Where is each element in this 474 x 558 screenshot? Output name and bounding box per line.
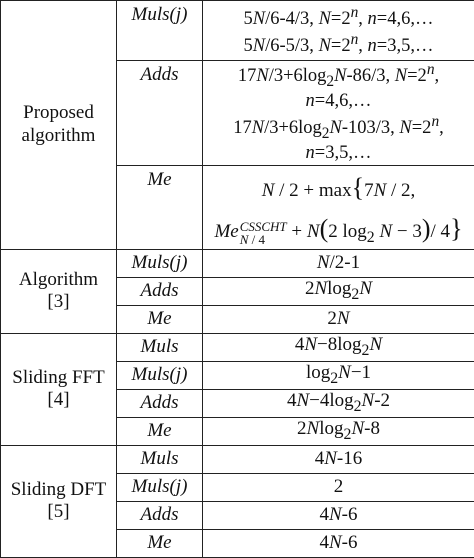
complexity-value: 2 [203, 473, 474, 501]
table-row [1, 1, 474, 61]
complexity-value: $4N-4\log_2N-2$ [203, 389, 474, 417]
algorithm-name-sliding-fft: Sliding FFT [4] [1, 333, 117, 445]
operation-label: Muls [117, 333, 203, 361]
operation-label: Me [117, 305, 203, 333]
operation-label: Muls(j) [117, 249, 203, 277]
operation-label: Adds [117, 501, 203, 529]
algorithm-name-sliding-dft: Sliding DFT [5] [1, 445, 117, 557]
table-row [1, 445, 474, 473]
operation-label: Adds [117, 277, 203, 305]
complexity-value: 2N [203, 305, 474, 333]
formula-line: 5N/6-5/3, $N=2^n$, n=3,5,… [203, 31, 474, 58]
formula-line: Me CSSCHT N / 4 + N(2 $\log_2 N - 3)/$ 4} [203, 210, 474, 248]
complexity-value [203, 165, 474, 249]
formula-line: n=4,6,… [203, 91, 474, 113]
formula-line: $17N/3+6\log_2N-103/3$, $N=2^n$, [203, 113, 474, 143]
formula-line: $17N/3+6\log_2N-86/3$, $N=2^n$, [203, 61, 474, 91]
complexity-value: 4N-16 [203, 445, 474, 473]
operation-label: Me [117, 165, 203, 249]
operation-label: Muls(j) [117, 361, 203, 389]
formula-line: 5N/6-4/3, $N=2^n$, n=4,6,… [203, 4, 474, 31]
complexity-value: 4N-6 [203, 529, 474, 557]
table-row [1, 249, 474, 277]
operation-label: Adds [117, 389, 203, 417]
operation-label: Muls [117, 445, 203, 473]
operation-label: Me [117, 417, 203, 445]
operation-label: Adds [117, 61, 203, 166]
algorithm-name-ref3: Algorithm [3] [1, 249, 117, 333]
complexity-value: $4N-8\log_2N$ [203, 333, 474, 361]
complexity-value: 2Nlog$_2$N-8 [203, 417, 474, 445]
complexity-value [203, 1, 474, 61]
operation-label: Muls(j) [117, 473, 203, 501]
complexity-value: N/2-1 [203, 249, 474, 277]
complexity-value: 2Nlog$_2$N [203, 277, 474, 305]
operation-label: Muls(j) [117, 1, 203, 61]
algorithm-name-proposed: Proposed algorithm [1, 1, 117, 250]
operation-label: Me [117, 529, 203, 557]
table-row [1, 333, 474, 361]
complexity-value: $\log_2N-1$ [203, 361, 474, 389]
complexity-value [203, 61, 474, 166]
complexity-value: 4N-6 [203, 501, 474, 529]
formula-line: N / 2 + max{7N / 2, [203, 166, 474, 210]
formula-line: n=3,5,… [203, 143, 474, 165]
